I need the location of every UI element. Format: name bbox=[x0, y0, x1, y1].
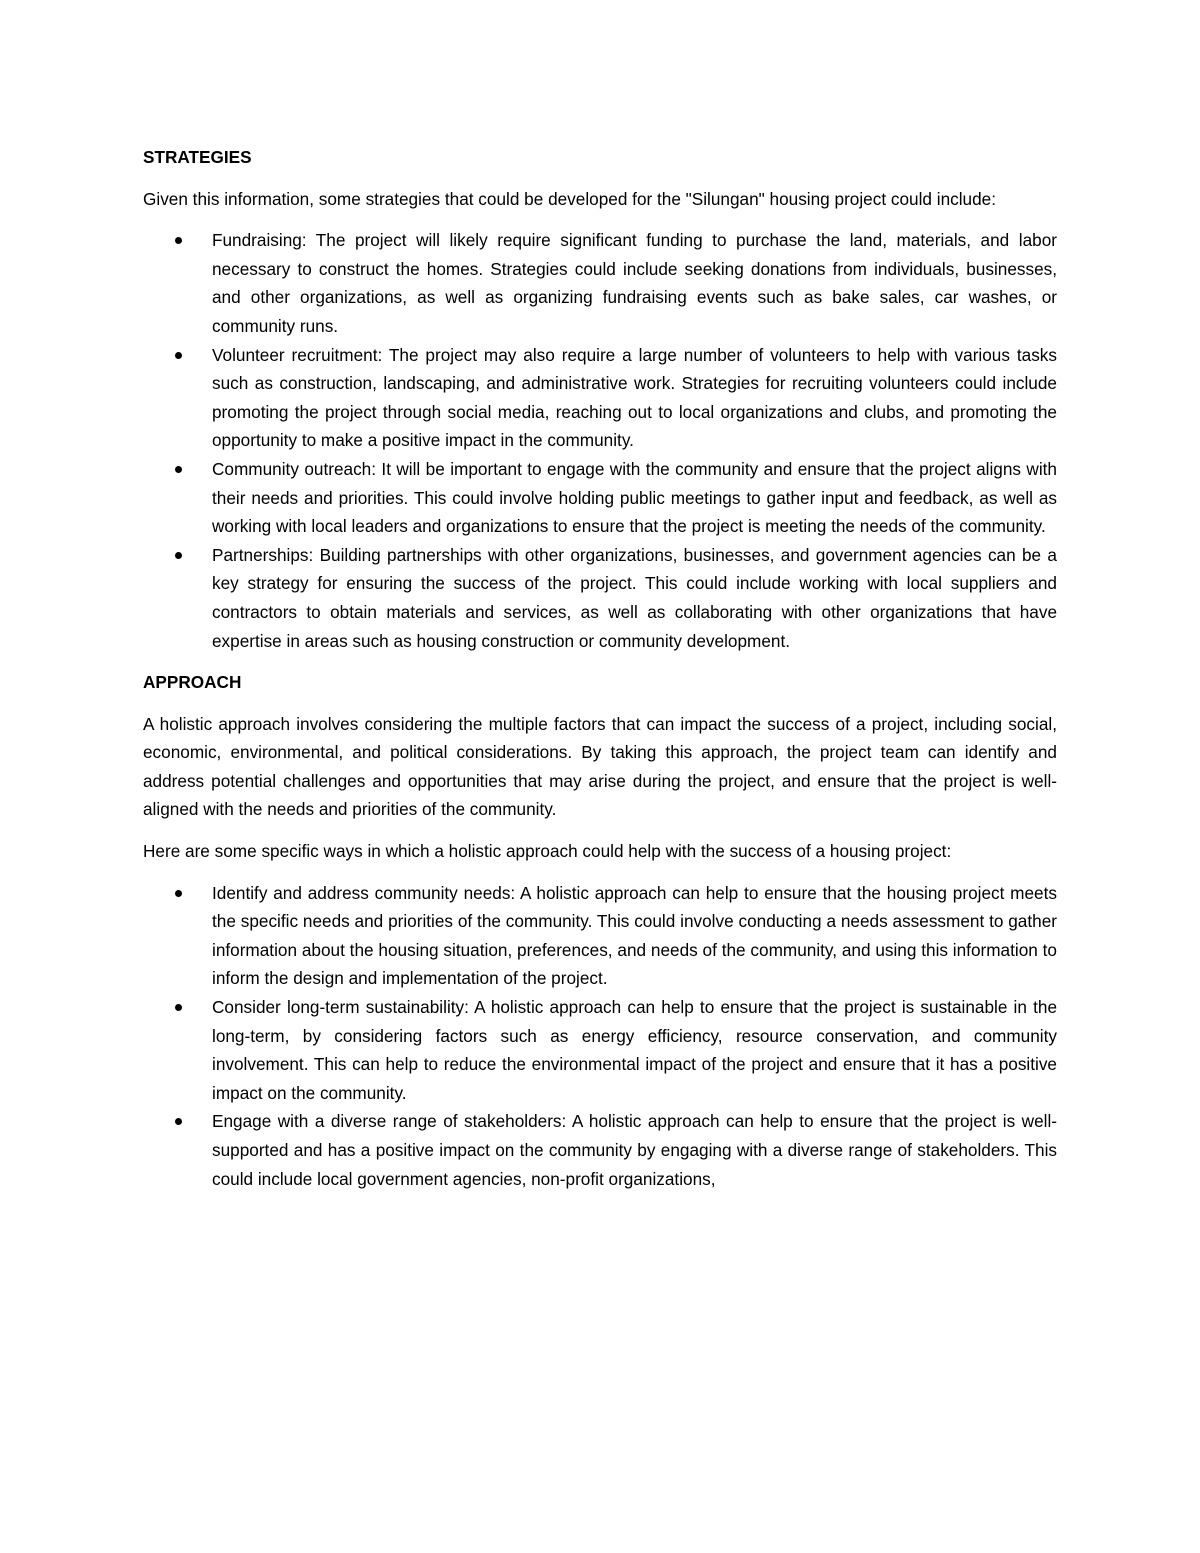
list-item-text: Partnerships: Building partnerships with other organizations, businesses, and government agencies can be a key strategy for ensuring the success of the project. This could include working with local suppliers and contractors to obtain materials and services, as well as collaborating with other organizations that have expertise in areas such as housing construction or community development. bbox=[212, 544, 1057, 651]
list-item-text: Fundraising: The project will likely require significant funding to purchase the land, materials, and labor necessary to construct the homes. Strategies could include seeking donations from individuals, businesses, and other organizations, as well as organizing fundraising events such as bake sales, car washes, or community runs. bbox=[212, 230, 1057, 336]
list-item bbox=[143, 541, 1057, 655]
bullet-icon bbox=[175, 890, 182, 897]
bullet-icon bbox=[175, 552, 182, 559]
approach-list bbox=[143, 879, 1057, 1194]
page-content bbox=[143, 143, 1057, 1206]
list-item-text: Community outreach: It will be important to engage with the community and ensure that the project aligns with their needs and priorities. This could involve holding public meetings to gather input and feedback, as well as working with local leaders and organizations to ensure that the project is meeting the needs of the community. bbox=[212, 458, 1057, 537]
list-item bbox=[143, 1107, 1057, 1193]
bullet-icon bbox=[175, 466, 182, 473]
list-item bbox=[143, 455, 1057, 541]
bullet-icon bbox=[175, 1118, 182, 1125]
approach-heading: APPROACH bbox=[143, 672, 242, 693]
list-item bbox=[143, 993, 1057, 1107]
list-item-text: Volunteer recruitment: The project may also require a large number of volunteers to help with various tasks such as construction, landscaping, and administrative work. Strategies for recruiting volunteers could include promoting the project through social media, reaching out to local organizations and clubs, and promoting the opportunity to make a positive impact in the community. bbox=[212, 344, 1057, 451]
strategies-heading: STRATEGIES bbox=[143, 147, 252, 167]
approach-paragraph-2: Here are some specific ways in which a holistic approach could help with the success of a housing project: bbox=[143, 841, 952, 862]
list-item-text: Engage with a diverse range of stakeholders: A holistic approach can help to ensure that the project is well-supported and has a positive impact on the community by engaging with a diverse range of stakeholders. This could include local government agencies, non-profit organizations, bbox=[212, 1111, 1057, 1189]
bullet-icon bbox=[175, 1004, 182, 1011]
strategies-intro: Given this information, some strategies that could be developed for the "Silungan" housing project could include: bbox=[143, 188, 996, 209]
bullet-icon bbox=[175, 237, 182, 244]
bullet-icon bbox=[175, 352, 182, 359]
list-item bbox=[143, 226, 1057, 340]
list-item bbox=[143, 879, 1057, 993]
list-item bbox=[143, 341, 1057, 455]
approach-paragraph-1: A holistic approach involves considering the multiple factors that can impact the success of a project, including social, economic, environmental, and political considerations. By taking this approach, the project team can identify and address potential challenges and opportunities that may arise during the project, and ensure that the project is well-aligned with the needs and priorities of the community. bbox=[143, 713, 1057, 820]
list-item-text: Identify and address community needs: A holistic approach can help to ensure that the housing project meets the specific needs and priorities of the community. This could involve conducting a needs assessment to gather information about the housing situation, preferences, and needs of the community, and using this information to inform the design and implementation of the project. bbox=[212, 882, 1057, 989]
strategies-list bbox=[143, 226, 1057, 655]
list-item-text: Consider long-term sustainability: A holistic approach can help to ensure that the project is sustainable in the long-term, by considering factors such as energy efficiency, resource conservation, and community involvement. This can help to reduce the environmental impact of the project and ensure that it has a positive impact on the community. bbox=[212, 997, 1057, 1103]
